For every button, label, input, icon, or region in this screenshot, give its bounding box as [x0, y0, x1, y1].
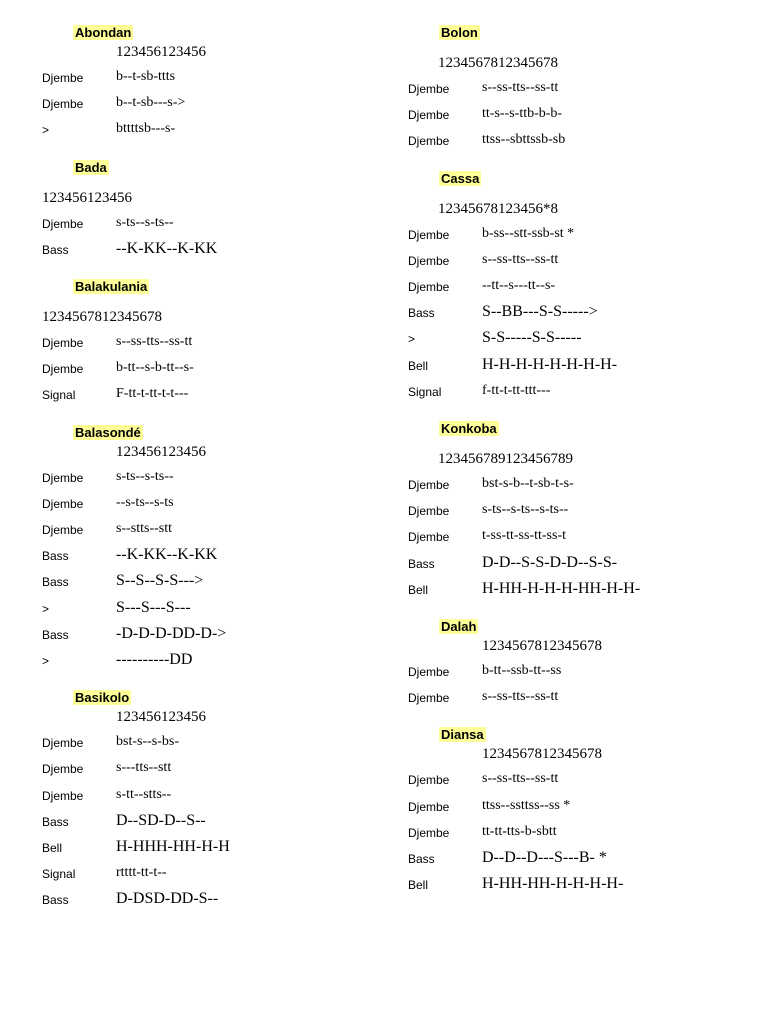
rhythm-title: Bolon [441, 25, 478, 40]
rhythm-title: Balasondé [75, 424, 141, 440]
rhythm-title: Basikolo [75, 690, 130, 706]
instrument-label: Djembe [408, 691, 450, 706]
drum-pattern: b--t-sb-ttts [116, 69, 176, 84]
rhythm-title: Abondan [75, 25, 132, 40]
drum-pattern: b-tt--s-b-tt--s- [116, 360, 194, 376]
beat-counts: 1234567812345678 [42, 309, 162, 325]
drum-pattern: S---S---S--- [116, 598, 191, 616]
instrument-label: Djembe [408, 280, 450, 294]
drum-pattern: s-ts--s-ts-- [116, 214, 174, 230]
instrument-label: > [42, 601, 50, 616]
instrument-label: Djembe [42, 788, 84, 803]
drum-pattern: H-HH-H-H-H-HH-H-H- [482, 579, 641, 597]
instrument-label: Signal [408, 384, 442, 399]
drum-pattern: H-H-H-H-H-H-H-H- [482, 355, 618, 373]
right-column [384, 0, 768, 1024]
instrument-label: Bass [408, 306, 435, 321]
instrument-label: Bell [408, 582, 429, 597]
drum-pattern: --K-KK--K-KK [116, 546, 218, 564]
instrument-label: > [408, 332, 416, 347]
instrument-label: Djembe [408, 253, 450, 268]
beat-counts: 123456123456 [116, 709, 206, 726]
beat-counts: 123456123456 [116, 44, 206, 60]
drum-pattern: D-DSD-DD-S-- [116, 890, 219, 908]
instrument-label: Djembe [408, 108, 450, 123]
instrument-label: Bass [42, 814, 69, 829]
instrument-label: Djembe [42, 470, 84, 485]
instrument-label: Bass [42, 893, 69, 908]
drum-pattern: bst-s-b--t-sb-t-s- [482, 476, 574, 491]
drum-pattern: t-ss-tt-ss-tt-ss-t [482, 528, 566, 544]
drum-pattern: bttttsb---s- [116, 121, 176, 137]
instrument-label: Bass [408, 852, 435, 866]
drum-pattern: tt-s--s-ttb-b-b- [482, 106, 563, 122]
instrument-label: Djembe [408, 82, 450, 96]
instrument-label: > [42, 123, 50, 138]
drum-pattern: s--ss-tts--ss-tt [482, 771, 559, 787]
drum-pattern: F-tt-t-tt-t-t--- [116, 386, 189, 402]
instrument-label: Djembe [42, 336, 84, 350]
instrument-label: Djembe [408, 227, 450, 242]
instrument-label: Signal [42, 388, 76, 403]
drum-pattern: ttss--ssttss--ss * [482, 797, 571, 813]
instrument-label: Djembe [42, 736, 84, 751]
drum-pattern: s--stts--stt [116, 521, 172, 536]
instrument-label: > [42, 654, 50, 668]
instrument-label: Bass [42, 549, 69, 564]
drum-pattern: rtttt-tt-t-- [116, 865, 167, 881]
rhythm-title: Balakulania [75, 279, 148, 294]
beat-counts: 1234567812345678 [482, 746, 602, 763]
drum-pattern: s--ss-tts--ss-tt [482, 80, 559, 95]
drum-pattern: ----------DD [116, 651, 193, 668]
drum-pattern: ttss--sbttssb-sb [482, 132, 566, 148]
instrument-label: Djembe [408, 799, 450, 814]
drum-pattern: s--ss-tts--ss-tt [482, 689, 559, 705]
drum-pattern: s-ts--s-ts--s-ts-- [482, 502, 569, 518]
drum-pattern: tt-tt-tts-b-sbtt [482, 823, 557, 839]
drum-pattern: b--t-sb---s-> [116, 95, 186, 111]
drum-pattern: --tt--s---tt--s- [482, 278, 556, 293]
instrument-label: Djembe [408, 504, 450, 519]
drum-pattern: s-ts--s-ts-- [116, 468, 174, 484]
instrument-label: Djembe [42, 523, 84, 537]
beat-counts: 12345678123456*8 [438, 200, 558, 217]
instrument-label: Djembe [42, 216, 84, 231]
instrument-label: Djembe [408, 665, 450, 679]
drum-pattern: s--ss-tts--ss-tt [482, 251, 559, 267]
drum-pattern: D--SD-D--S-- [116, 811, 206, 829]
beat-counts: 1234567812345678 [482, 638, 602, 654]
drum-pattern: --K-KK--K-KK [116, 239, 218, 257]
instrument-label: Djembe [42, 362, 84, 377]
instrument-label: Djembe [42, 97, 84, 112]
drum-pattern: D-D--S-S-D-D--S-S- [482, 553, 618, 571]
beat-counts: 1234567812345678 [438, 55, 558, 71]
instrument-label: Bell [408, 878, 429, 893]
beat-counts: 123456123456 [116, 443, 206, 460]
drum-pattern: --s-ts--s-ts [116, 494, 174, 510]
drum-pattern: s--ss-tts--ss-tt [116, 334, 193, 349]
rhythm-title: Konkoba [441, 421, 497, 436]
instrument-label: Djembe [42, 762, 84, 777]
instrument-label: Djembe [42, 496, 84, 511]
drum-pattern: b-ss--stt-ssb-st * [482, 225, 575, 241]
instrument-label: Djembe [42, 71, 84, 85]
instrument-label: Djembe [408, 825, 450, 840]
rhythm-title: Diansa [441, 727, 484, 743]
drum-pattern: s---tts--stt [116, 760, 172, 776]
drum-pattern: D--D--D---S---B- * [482, 849, 607, 866]
drum-pattern: S--BB---S-S-----> [482, 303, 598, 321]
instrument-label: Bass [408, 556, 435, 571]
instrument-label: Bass [42, 627, 69, 642]
drum-pattern: s-tt--stts-- [116, 786, 172, 802]
drum-pattern: b-tt--ssb-tt--ss [482, 663, 562, 678]
drum-pattern: S--S--S-S---> [116, 572, 204, 590]
instrument-label: Djembe [408, 134, 450, 149]
drum-pattern: H-HH-HH-H-H-H-H- [482, 875, 624, 893]
rhythm-title: Bada [75, 159, 107, 175]
instrument-label: Bell [408, 358, 429, 373]
instrument-label: Bass [42, 242, 69, 257]
drum-pattern: S-S-----S-S----- [482, 329, 582, 347]
instrument-label: Bass [42, 575, 69, 590]
instrument-label: Signal [42, 867, 76, 882]
instrument-label: Djembe [408, 773, 450, 788]
drum-pattern: f-tt-t-tt-ttt--- [482, 382, 551, 398]
drum-pattern: H-HHH-HH-H-H [116, 838, 230, 855]
rhythm-title: Dalah [441, 619, 477, 634]
instrument-label: Djembe [408, 478, 450, 492]
rhythm-title: Cassa [441, 170, 480, 186]
drum-pattern: -D-D-D-DD-D-> [116, 624, 227, 642]
instrument-label: Bell [42, 841, 63, 855]
beat-counts: 123456123456 [42, 189, 132, 206]
instrument-label: Djembe [408, 530, 450, 545]
beat-counts: 123456789123456789 [438, 451, 573, 467]
drum-pattern: bst-s--s-bs- [116, 734, 179, 750]
